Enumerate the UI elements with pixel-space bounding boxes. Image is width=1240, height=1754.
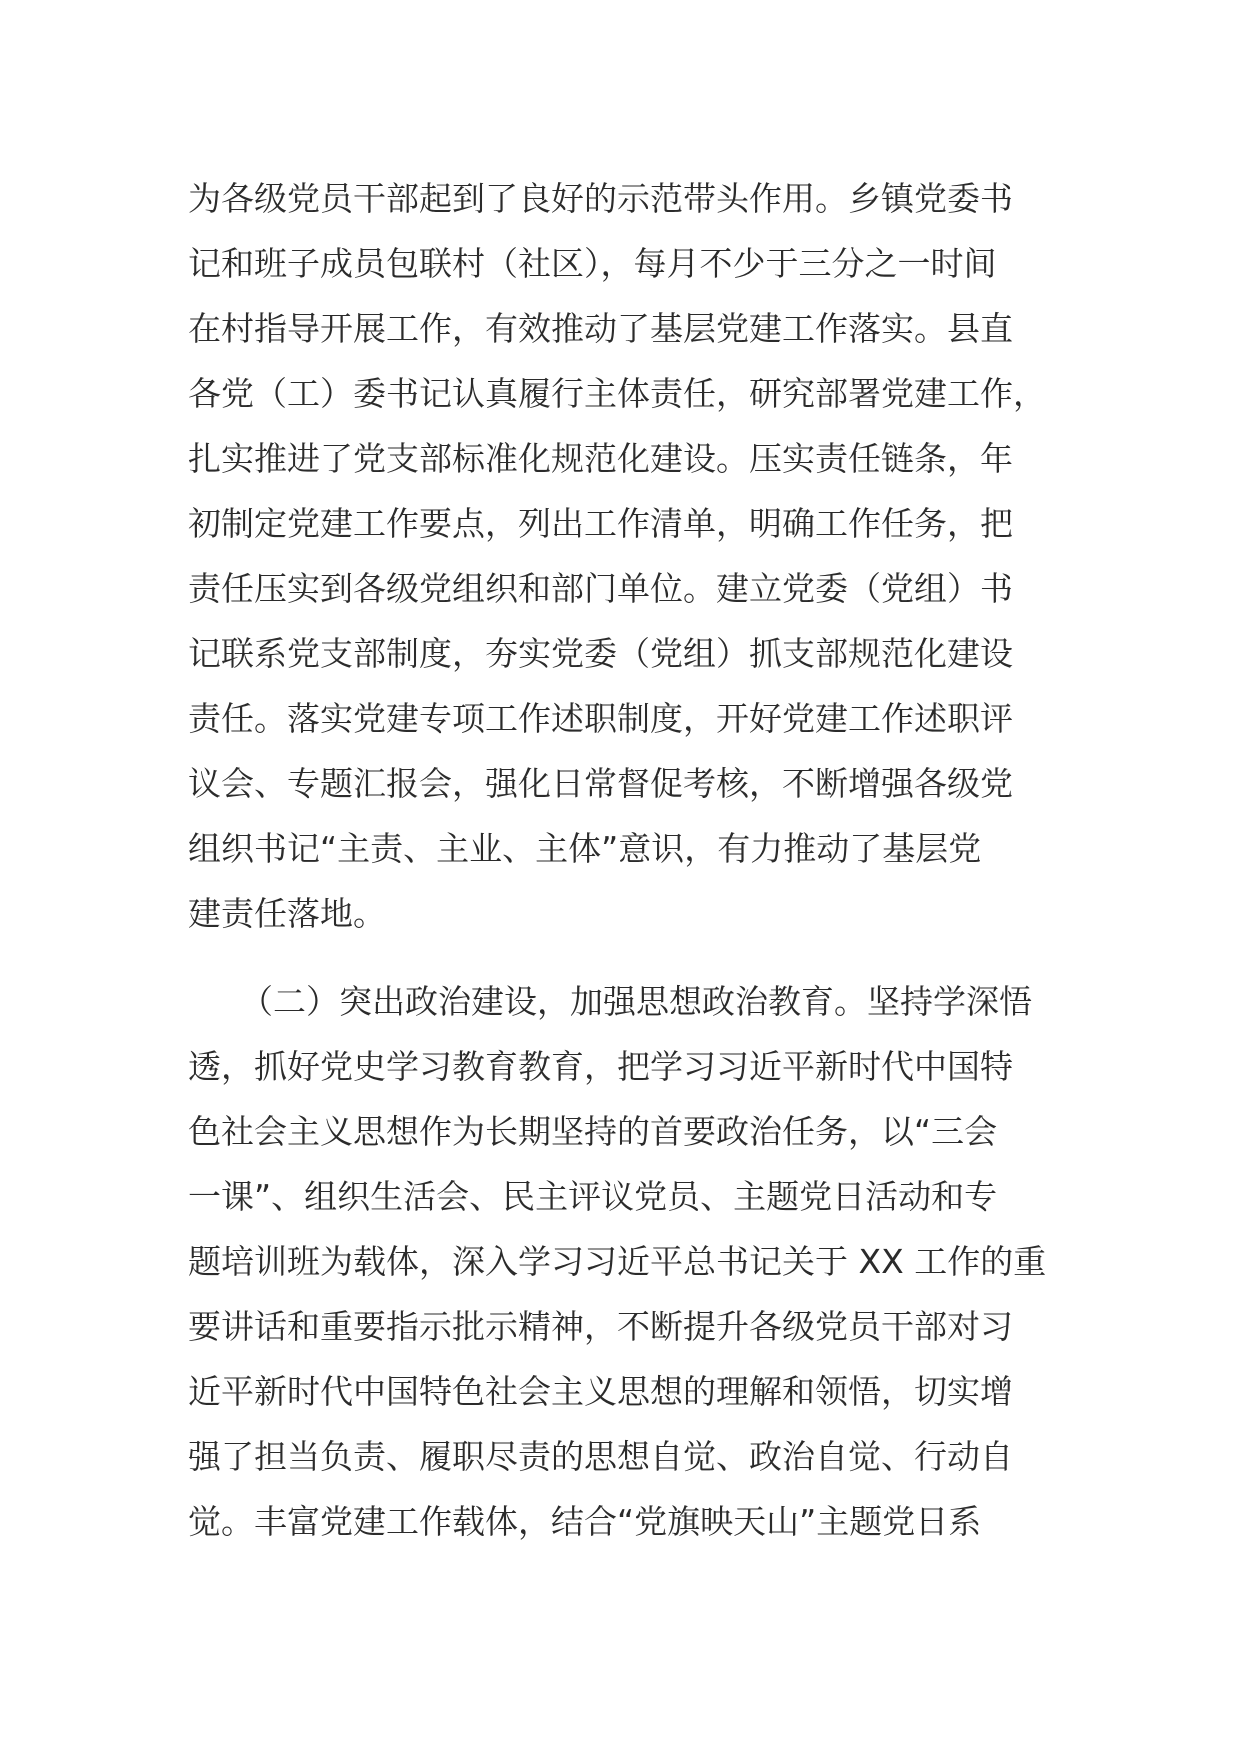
paragraph-1-line: 记联系党支部制度，夯实党委（党组）抓支部规范化建设 xyxy=(188,634,1013,673)
paragraph-2-line: （二）突出政治建设，加强思想政治教育。坚持学深悟 xyxy=(240,982,1032,1021)
paragraph-2-line: 近平新时代中国特色社会主义思想的理解和领悟，切实增 xyxy=(188,1372,1013,1411)
paragraph-1-line: 组织书记“主责、主业、主体”意识，有力推动了基层党 xyxy=(188,829,982,868)
paragraph-1-line: 责任压实到各级党组织和部门单位。建立党委（党组）书 xyxy=(188,569,1013,608)
paragraph-1 xyxy=(188,166,1058,946)
paragraph-2-line: 色社会主义思想作为长期坚持的首要政治任务，以“三会 xyxy=(188,1112,998,1151)
paragraph-1-line: 责任。落实党建专项工作述职制度，开好党建工作述职评 xyxy=(188,699,1013,738)
paragraph-1-line: 初制定党建工作要点，列出工作清单，明确工作任务，把 xyxy=(188,504,1013,543)
paragraph-1-line: 在村指导开展工作，有效推动了基层党建工作落实。县直 xyxy=(188,309,1013,348)
paragraph-2-line: 觉。丰富党建工作载体，结合“党旗映天山”主题党日系 xyxy=(188,1502,982,1541)
paragraph-2-line: 一课”、组织生活会、民主评议党员、主题党日活动和专 xyxy=(188,1177,998,1216)
paragraph-1-line: 议会、专题汇报会，强化日常督促考核，不断增强各级党 xyxy=(188,764,1013,803)
paragraph-1-line: 各党（工）委书记认真履行主体责任，研究部署党建工作， xyxy=(188,374,1046,413)
paragraph-1-line: 建责任落地。 xyxy=(188,894,386,933)
paragraph-2-line: 强了担当负责、履职尽责的思想自觉、政治自觉、行动自 xyxy=(188,1437,1013,1476)
paragraph-2 xyxy=(188,969,1058,1554)
paragraph-1-line: 扎实推进了党支部标准化规范化建设。压实责任链条，年 xyxy=(188,439,1013,478)
paragraph-2-line: 透，抓好党史学习教育教育，把学习习近平新时代中国特 xyxy=(188,1047,1013,1086)
paragraph-1-line: 为各级党员干部起到了良好的示范带头作用。乡镇党委书 xyxy=(188,179,1013,218)
paragraph-2-line: 要讲话和重要指示批示精神，不断提升各级党员干部对习 xyxy=(188,1307,1013,1346)
paragraph-1-line: 记和班子成员包联村（社区），每月不少于三分之一时间 xyxy=(188,244,997,283)
paragraph-2-line: 题培训班为载体，深入学习习近平总书记关于 XX 工作的重 xyxy=(188,1242,1047,1281)
